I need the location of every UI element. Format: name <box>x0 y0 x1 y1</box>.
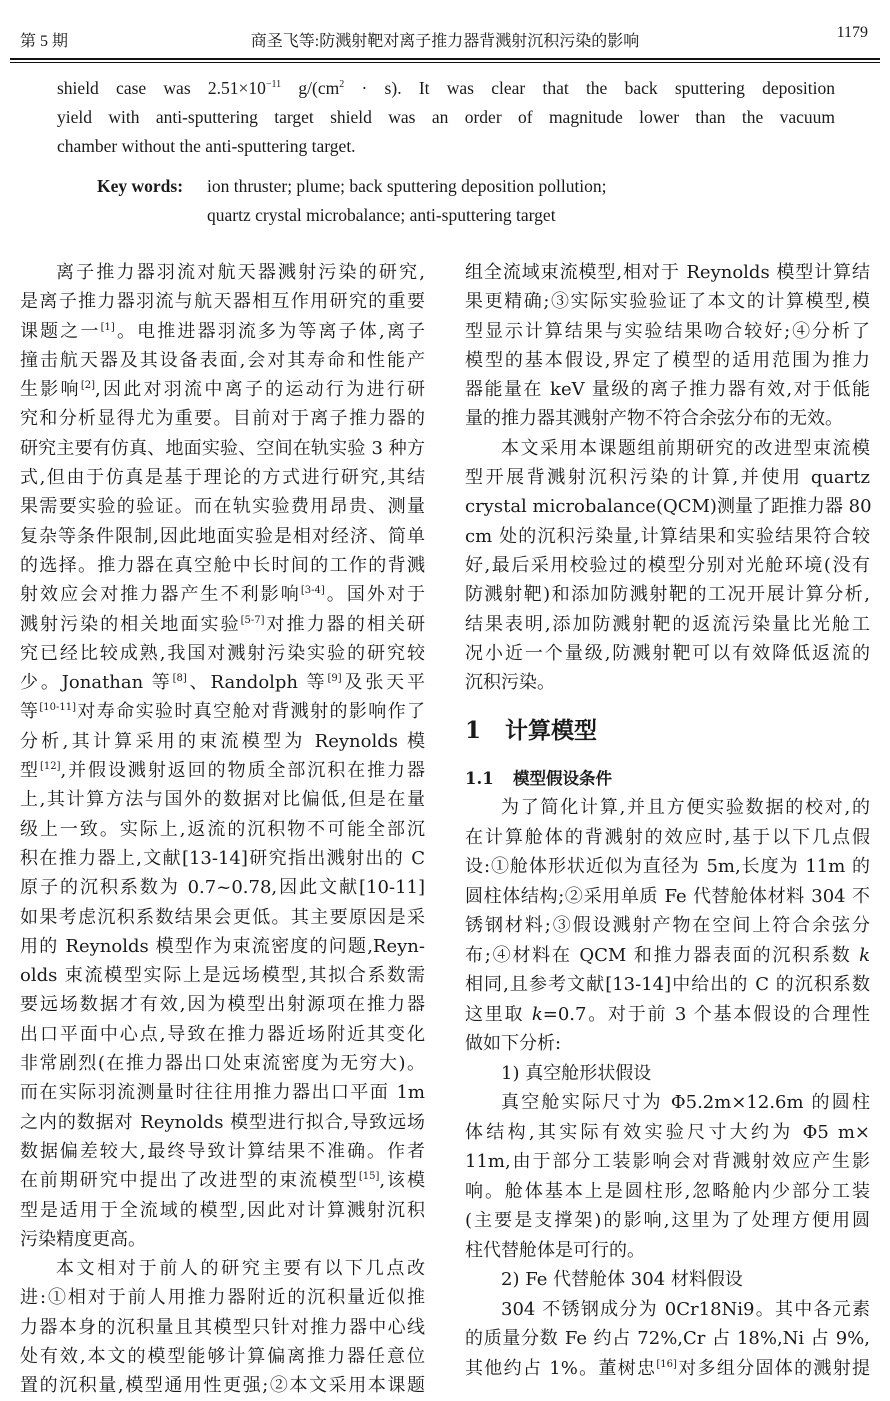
text-line: 防溅射靶)和添加防溅射靶的工况开展计算分析, <box>465 584 870 606</box>
text-line: 型[12],并假设溅射返回的物质全部沉积在推力器 <box>20 760 425 782</box>
text-line: 分析,其计算采用的束流模型为 Reynolds 模 <box>20 730 425 752</box>
citation-superscript: [16] <box>656 1358 677 1370</box>
citation-superscript: [2] <box>80 380 95 392</box>
text-line: 型显示计算结果与实验结果吻合较好;④分析了 <box>465 320 870 342</box>
citation-superscript: −11 <box>265 79 282 90</box>
text-line: 上,其计算方法与国外的数据对比偏低,但是在量 <box>20 789 425 811</box>
citation-superscript: [3-4] <box>300 585 325 597</box>
journal-issue: 第 5 期 <box>20 33 69 50</box>
text-line: 原子的沉积系数为 0.7~0.78,因此文献[10-11] <box>20 877 425 899</box>
text-line: 组全流域束流模型,相对于 Reynolds 模型计算结 <box>465 262 870 283</box>
text-line: 研究主要有仿真、地面实验、空间在轨实验 3 种方 <box>20 437 425 459</box>
text-line: 撞击航天器及其设备表面,会对其寿命和性能产 <box>20 349 425 371</box>
text-line: 究已经比较成熟,我国对溅射污染实验的研究较 <box>20 642 425 664</box>
text-line: 离子推力器羽流对航天器溅射污染的研究, <box>56 262 425 283</box>
text-line: 少。Jonathan 等[8]、Randolph 等[9]及张天平 <box>20 672 426 694</box>
section-heading <box>465 712 597 745</box>
text-line: 积在推力器上,文献[13-14]研究指出溅射出的 C <box>20 847 425 869</box>
abstract-line: chamber without the anti-sputtering target. <box>57 136 356 156</box>
section-number: 1 <box>465 717 482 744</box>
text-line: 结果表明,添加防溅射靶的返流污染量比光舱工 <box>465 613 870 635</box>
text-line: 用的 Reynolds 模型作为束流密度的问题,Reyn- <box>20 935 425 957</box>
text-line: 本文采用本课题组前期研究的改进型束流模 <box>501 437 870 459</box>
text-line: 等[10-11]对寿命实验时真空舱对背溅射的影响作了 <box>20 701 426 723</box>
text-line: 11m,由于部分工装影响会对背溅射效应产生影 <box>465 1151 870 1172</box>
citation-superscript: [1] <box>100 321 115 333</box>
text-line: 型开展背溅射沉积污染的计算,并使用 quartz <box>465 467 870 489</box>
text-line: 的质量分数 Fe 约占 72%,Cr 占 18%,Ni 占 9%, <box>465 1328 870 1349</box>
text-line: 响。舱体基本上是圆柱形,忽略舱内少部分工装 <box>465 1180 870 1202</box>
text-line: 置的沉积量,模型通用性更强;②本文采用本课题 <box>20 1375 425 1397</box>
right-column-intro <box>465 258 870 697</box>
subsection-number: 1.1 <box>465 769 494 788</box>
text-line: 力器本身的沉积量且其模型只针对推力器中心线 <box>20 1316 425 1338</box>
text-line: 级上一致。实际上,返流的沉积物不可能全部沉 <box>20 818 425 840</box>
text-line: 生影响[2],因此对羽流中离子的运动行为进行研 <box>20 379 425 401</box>
citation-superscript: [15] <box>358 1171 380 1183</box>
text-line: 进:①相对于前人用推力器附近的沉积量近似推 <box>20 1287 425 1309</box>
text-line: 果更精确;③实际实验验证了本文的计算模型,模 <box>465 291 870 313</box>
text-line: 课题之一[1]。电推进器羽流多为等离子体,离子 <box>20 320 425 342</box>
text-line: crystal microbalance(QCM)测量了距推力器 80 <box>465 496 872 518</box>
text-line: 非常剧烈(在推力器出口处束流密度为无穷大)。 <box>20 1053 425 1075</box>
citation-superscript: [5-7] <box>240 614 265 626</box>
text-line: 之内的数据对 Reynolds 模型进行拟合,导致远场 <box>20 1111 425 1133</box>
text-line: 复杂等条件限制,因此地面实验是相对经济、简单 <box>20 525 425 547</box>
header-rule-thin <box>10 62 880 63</box>
text-line: 好,最后采用校验过的模型分别对光舱环境(没有 <box>465 554 870 576</box>
text-line: 布;④材料在 QCM 和推力器表面的沉积系数 k <box>465 944 870 966</box>
text-line: (主要是支撑架)的影响,这里为了处理方便用圆 <box>465 1210 870 1231</box>
abstract-continuation <box>57 74 835 161</box>
citation-superscript: [9] <box>327 673 342 685</box>
text-line: 本文相对于前人的研究主要有以下几点改 <box>56 1258 425 1280</box>
text-line: 在前期研究中提出了改进型的束流模型[15],该模 <box>20 1170 425 1192</box>
text-line: olds 束流模型实际上是远场模型,其拟合系数需 <box>20 965 425 987</box>
text-line: 出口平面中心点,导致在推力器近场附近其变化 <box>20 1023 425 1045</box>
right-column-section <box>465 793 870 1383</box>
text-line: 锈钢材料;③假设溅射产物在空间上符合余弦分 <box>465 915 870 936</box>
text-line: 设:①舱体形状近似为直径为 5m,长度为 11m 的 <box>465 856 870 877</box>
keywords-label: Key words: <box>97 176 184 196</box>
subsection-heading <box>465 765 612 789</box>
text-line: 做如下分析: <box>465 1033 562 1054</box>
left-column <box>20 258 425 1401</box>
text-line: 是离子推力器羽流与航天器相互作用研究的重要 <box>20 291 425 313</box>
text-line: 模型的基本假设,界定了模型的适用范围为推力 <box>465 349 870 371</box>
text-line: 的选择。推力器在真空舱中长时间的工作的背溅 <box>20 554 425 576</box>
text-line: 污染精度更高。 <box>20 1228 146 1250</box>
text-line: 沉积污染。 <box>465 672 555 694</box>
citation-superscript: [8] <box>172 673 187 685</box>
text-line: 柱代替舱体是可行的。 <box>465 1239 645 1261</box>
text-line: 真空舱实际尺寸为 Φ5.2m×12.6m 的圆柱 <box>501 1092 870 1113</box>
text-line: 究和分析显得尤为重要。目前对于离子推力器的 <box>20 408 425 430</box>
text-line: 量的推力器其溅射产物不符合余弦分布的无效。 <box>465 408 843 430</box>
text-line: 在计算舱体的背溅射的效应时,基于以下几点假 <box>465 826 870 848</box>
subsection-title: 模型假设条件 <box>513 769 612 788</box>
text-line: 1) 真空舱形状假设 <box>501 1062 652 1084</box>
running-title: 商圣飞等:防溅射靶对离子推力器背溅射沉积污染的影响 <box>250 33 640 50</box>
text-line: 型是适用于全流域的模型,因此对计算溅射沉积 <box>20 1199 425 1221</box>
text-line: 为了简化计算,并且方便实验数据的校对,的 <box>501 797 870 818</box>
text-line: 圆柱体结构;②采用单质 Fe 代替舱体材料 304 不 <box>465 885 870 907</box>
text-line: 况小近一个量级,防溅射靶可以有效降低返流的 <box>465 642 870 664</box>
keywords <box>97 172 607 230</box>
page-number: 1179 <box>836 24 868 41</box>
text-line: 射效应会对推力器产生不利影响[3-4]。国外对于 <box>20 584 426 606</box>
text-line: 数据偏差较大,最终导致计算结果不准确。作者 <box>20 1140 425 1162</box>
text-line: 式,但由于仿真是基于理论的方式进行研究,其结 <box>20 467 425 489</box>
text-line: 要远场数据才有效,因为模型出射源项在推力器 <box>20 994 425 1016</box>
text-line: 304 不锈钢成分为 0Cr18Ni9。其中各元素 <box>501 1298 870 1320</box>
text-line: 溅射污染的相关地面实验[5-7]对推力器的相关研 <box>20 613 426 635</box>
keywords-line-2: quartz crystal microbalance; anti-sputtering target <box>207 205 556 225</box>
citation-superscript: [10-11] <box>39 702 77 714</box>
header-rule-thick <box>10 58 880 60</box>
keywords-line-1: ion thruster; plume; back sputtering deposition pollution; <box>207 176 607 196</box>
abstract-line: shield case was $2.51\times 10^{-11}$ $g/(cm^2 \cdot s)$. It was clear that the back sputtering deposition <box>57 78 835 98</box>
text-line: 这里取 k=0.7。对于前 3 个基本假设的合理性 <box>465 1003 870 1025</box>
text-line: 果需要实验的验证。而在轨实验费用昂贵、测量 <box>20 496 425 518</box>
text-line: 器能量在 keV 量级的离子推力器有效,对于低能 <box>465 379 870 401</box>
text-line: 其他约占 1%。董树忠[16]对多组分固体的溅射提 <box>465 1357 870 1379</box>
section-title: 计算模型 <box>505 717 597 744</box>
citation-superscript: [12] <box>39 761 61 773</box>
math-variable: k <box>531 1003 543 1025</box>
abstract-line: yield with anti-sputtering target shield was an order of magnitude lower than the vacuum <box>57 107 835 127</box>
text-line: 相同,且参考文献[13-14]中给出的 C 的沉积系数 <box>465 974 870 995</box>
citation-superscript: 2 <box>339 79 345 90</box>
text-line: 处有效,本文的模型能够计算偏离推力器任意位 <box>20 1345 425 1367</box>
text-line: 体结构,其实际有效实验尺寸大约为 Φ5 m× <box>465 1121 870 1143</box>
text-line: 而在实际羽流测量时往往用推力器出口平面 1m <box>20 1082 425 1104</box>
text-line: 如果考虑沉积系数结果会更低。其主要原因是采 <box>20 906 425 928</box>
math-variable: k <box>859 944 870 966</box>
text-line: cm 处的沉积污染量,计算结果和实验结果符合较 <box>465 525 870 547</box>
text-line: 2) Fe 代替舱体 304 材料假设 <box>501 1269 743 1290</box>
